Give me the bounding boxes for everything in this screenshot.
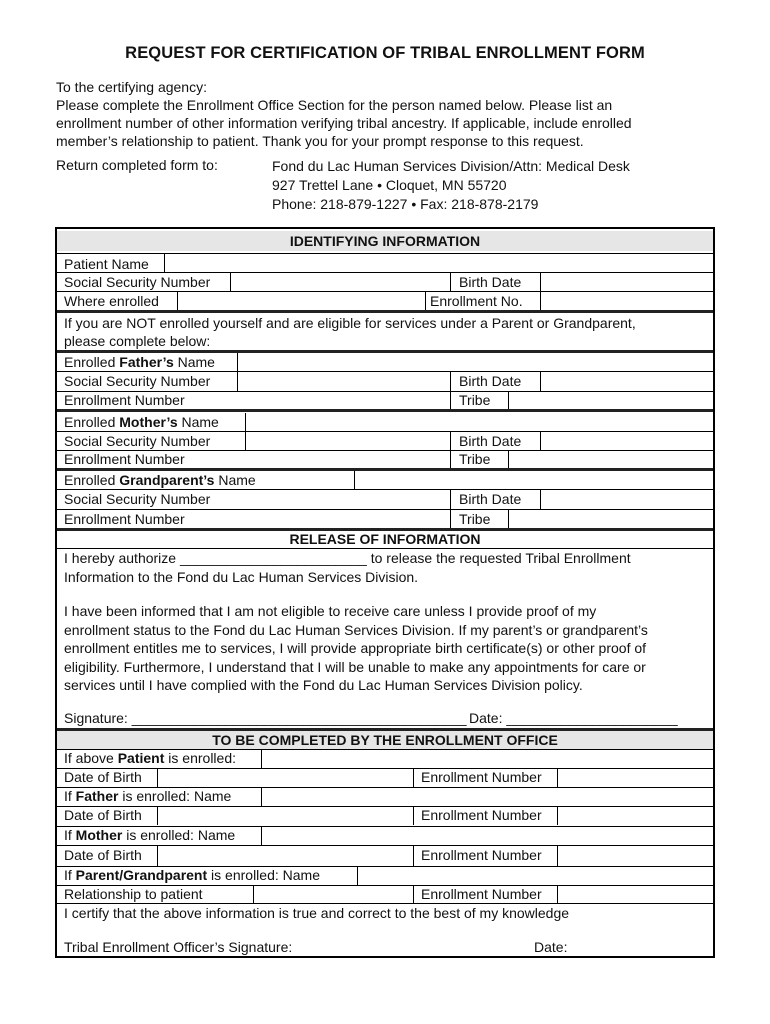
release-line: I have been informed that I am not eligible to receive care unless I provide proof of my [64, 603, 597, 619]
office-mother-label: If Mother is enrolled: Name [64, 827, 236, 843]
signature-field[interactable]: Signature: ___________________________________________ [64, 710, 467, 726]
release-paragraph [64, 602, 704, 695]
office-patient-label: If above Patient is enrolled: [64, 750, 236, 766]
mother-ssn-label: Social Security Number [64, 433, 211, 449]
grandparent-enrollment-label: Enrollment Number [64, 511, 185, 527]
return-line: Fond du Lac Human Services Division/Attn: Medical Desk [272, 158, 630, 174]
where-enrolled-label: Where enrolled [64, 293, 159, 309]
office-father-label: If Father is enrolled: Name [64, 788, 232, 804]
intro-line: To the certifying agency: [56, 79, 207, 95]
father-enrollment-label: Enrollment Number [64, 392, 185, 408]
intro-line: enrollment number of other information verifying tribal ancestry. If applicable, include enrolled [56, 115, 632, 131]
grandparent-birth-date-label: Birth Date [459, 491, 522, 507]
ssn-label: Social Security Number [64, 274, 211, 290]
authorize-text: Information to the Fond du Lac Human Services Division. [64, 569, 419, 585]
office-header: TO BE COMPLETED BY THE ENROLLMENT OFFICE [57, 731, 713, 749]
office-parent-enrollment-label: Enrollment Number [421, 886, 542, 902]
not-enrolled-text: If you are NOT enrolled yourself and are eligible for services under a Parent or Grandparent, [64, 315, 636, 331]
office-father-dob-label: Date of Birth [64, 807, 142, 823]
grandparent-ssn-label: Social Security Number [64, 491, 211, 507]
form-title: REQUEST FOR CERTIFICATION OF TRIBAL ENROLLMENT FORM [125, 44, 645, 62]
mother-enrollment-label: Enrollment Number [64, 451, 185, 467]
father-birth-date-label: Birth Date [459, 373, 522, 389]
return-line: 927 Trettel Lane • Cloquet, MN 55720 [272, 177, 507, 193]
office-relationship-label: Relationship to patient [64, 886, 203, 902]
identifying-header: IDENTIFYING INFORMATION [57, 231, 713, 251]
officer-date-label[interactable]: Date: [534, 939, 568, 955]
father-tribe-label: Tribe [459, 392, 491, 408]
grandparent-tribe-label: Tribe [459, 511, 491, 527]
release-line: services until I have complied with the Fond du Lac Human Services Division policy. [64, 677, 583, 693]
mother-name-label: Enrolled Mother’s Name [64, 414, 219, 430]
release-header: RELEASE OF INFORMATION [57, 531, 713, 548]
return-line: Phone: 218-879-1227 • Fax: 218-878-2179 [272, 196, 539, 212]
enrollment-form [55, 227, 715, 958]
office-mother-enrollment-label: Enrollment Number [421, 847, 542, 863]
certify-text: I certify that the above information is true and correct to the best of my knowledge [64, 905, 570, 921]
birth-date-label: Birth Date [459, 274, 522, 290]
release-line: eligibility. Furthermore, I understand that I will be unable to make any appointments for care or [64, 658, 646, 675]
officer-signature-label[interactable]: Tribal Enrollment Officer’s Signature: [64, 939, 293, 955]
enrollment-no-label: Enrollment No. [430, 293, 523, 309]
mother-birth-date-label: Birth Date [459, 433, 522, 449]
grandparent-name-label: Enrolled Grandparent’s Name [64, 472, 256, 488]
not-enrolled-text: please complete below: [64, 333, 211, 349]
return-label: Return completed form to: [56, 157, 218, 173]
father-name-label: Enrolled Father’s Name [64, 354, 215, 370]
office-parent-label: If Parent/Grandparent is enrolled: Name [64, 867, 320, 883]
return-address [272, 157, 630, 214]
office-patient-enrollment-label: Enrollment Number [421, 769, 542, 785]
release-line: enrollment entitles me to services, I will provide appropriate birth certificate(s) or other proof of [64, 640, 647, 656]
office-mother-dob-label: Date of Birth [64, 847, 142, 863]
patient-name-label: Patient Name [64, 256, 149, 272]
date-field[interactable]: Date: ______________________ [469, 710, 678, 726]
office-patient-dob-label: Date of Birth [64, 769, 142, 785]
authorize-text: I hereby authorize ________________________ to release the requested Tribal Enrollment [64, 550, 631, 566]
intro-line: member’s relationship to patient. Thank you for your prompt response to this request. [56, 133, 584, 149]
release-line: enrollment status to the Fond du Lac Human Services Division. If my parent’s or grandparent’s [64, 621, 648, 638]
mother-tribe-label: Tribe [459, 451, 491, 467]
father-ssn-label: Social Security Number [64, 373, 211, 389]
office-father-enrollment-label: Enrollment Number [421, 807, 542, 823]
intro-text [56, 78, 696, 150]
intro-line: Please complete the Enrollment Office Section for the person named below. Please list an [56, 97, 613, 113]
